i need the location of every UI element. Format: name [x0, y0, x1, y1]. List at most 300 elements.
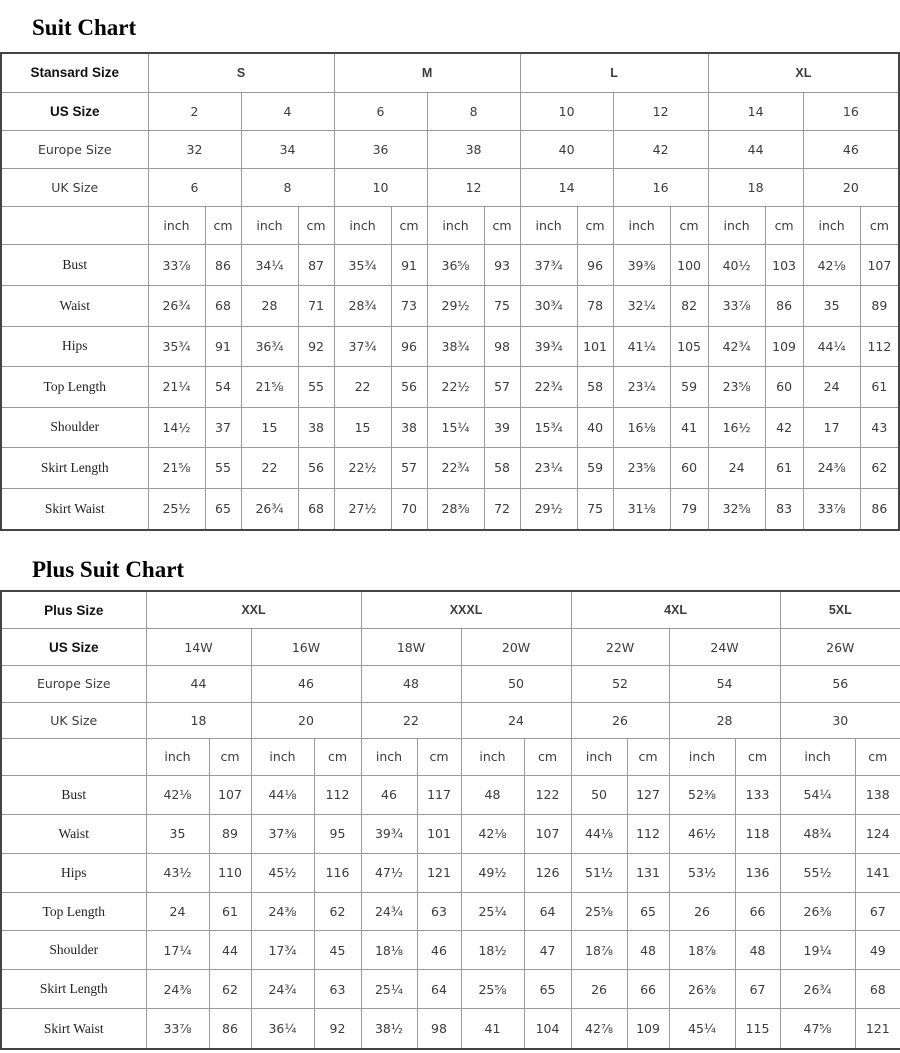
inch-value: 43½ — [146, 853, 209, 892]
inch-value: 53½ — [669, 853, 735, 892]
cm-value: 91 — [391, 245, 427, 286]
us-size-row-label: US Size — [1, 629, 146, 666]
inch-value: 44⅛ — [571, 814, 627, 853]
cm-value: 37 — [205, 407, 241, 448]
unit-row — [1, 739, 900, 776]
cm-value: 64 — [417, 970, 461, 1009]
inch-value: 32¼ — [613, 286, 670, 327]
cm-value: 63 — [417, 892, 461, 931]
cm-value: 91 — [205, 326, 241, 367]
cm-value: 73 — [391, 286, 427, 327]
cm-value: 101 — [417, 814, 461, 853]
inch-value: 21⅝ — [148, 448, 205, 489]
cm-value: 112 — [627, 814, 669, 853]
inch-value: 30¾ — [520, 286, 577, 327]
europe-size-row — [1, 131, 899, 169]
inch-value: 42⅛ — [146, 775, 209, 814]
inch-value: 24¾ — [251, 970, 314, 1009]
inch-value: 42¾ — [708, 326, 765, 367]
unit-inch: inch — [361, 739, 417, 776]
cm-value: 101 — [577, 326, 613, 367]
inch-value: 22½ — [334, 448, 391, 489]
cm-value: 70 — [391, 488, 427, 530]
unit-inch: inch — [708, 207, 765, 245]
size-4xl: 4XL — [571, 591, 780, 629]
cm-value: 45 — [314, 931, 361, 970]
cm-value: 105 — [670, 326, 708, 367]
measure-label-bust: Bust — [1, 245, 148, 286]
inch-value: 17 — [803, 407, 860, 448]
uk-size-value: 8 — [241, 169, 334, 207]
us-size-value: 24W — [669, 629, 780, 666]
cm-value: 82 — [670, 286, 708, 327]
unit-row-label — [1, 739, 146, 776]
cm-value: 121 — [855, 1009, 900, 1049]
us-size-value: 8 — [427, 92, 520, 130]
inch-value: 51½ — [571, 853, 627, 892]
inch-value: 42⅛ — [803, 245, 860, 286]
europe-size-value: 56 — [780, 665, 900, 702]
inch-value: 29½ — [520, 488, 577, 530]
suit-chart-title: Suit Chart — [32, 15, 137, 40]
us-size-value: 14W — [146, 629, 251, 666]
uk-size-value: 14 — [520, 169, 613, 207]
inch-value: 35¾ — [334, 245, 391, 286]
us-size-value: 10 — [520, 92, 613, 130]
inch-value: 22 — [241, 448, 298, 489]
inch-value: 18⅛ — [361, 931, 417, 970]
inch-value: 15 — [334, 407, 391, 448]
cm-value: 122 — [524, 775, 571, 814]
inch-value: 24⅜ — [803, 448, 860, 489]
inch-value: 25¼ — [461, 892, 524, 931]
cm-value: 136 — [735, 853, 780, 892]
cm-value: 118 — [735, 814, 780, 853]
cm-value: 68 — [855, 970, 900, 1009]
unit-cm: cm — [298, 207, 334, 245]
inch-value: 22¾ — [427, 448, 484, 489]
inch-value: 22 — [334, 367, 391, 408]
inch-value: 21¼ — [148, 367, 205, 408]
cm-value: 107 — [860, 245, 899, 286]
unit-inch: inch — [780, 739, 855, 776]
measure-label-skirt-waist: Skirt Waist — [1, 488, 148, 530]
cm-value: 67 — [735, 970, 780, 1009]
cm-value: 138 — [855, 775, 900, 814]
measure-label-top-length: Top Length — [1, 367, 148, 408]
cm-value: 92 — [298, 326, 334, 367]
cm-value: 61 — [765, 448, 803, 489]
inch-value: 28¾ — [334, 286, 391, 327]
uk-size-value: 18 — [146, 702, 251, 739]
inch-value: 18½ — [461, 931, 524, 970]
us-size-value: 12 — [613, 92, 708, 130]
inch-value: 37¾ — [520, 245, 577, 286]
measure-row-top-length — [1, 892, 900, 931]
inch-value: 36¾ — [241, 326, 298, 367]
uk-size-row-label: UK Size — [1, 702, 146, 739]
inch-value: 17¼ — [146, 931, 209, 970]
us-size-value: 20W — [461, 629, 571, 666]
us-size-row — [1, 92, 899, 130]
cm-value: 79 — [670, 488, 708, 530]
inch-value: 31⅛ — [613, 488, 670, 530]
inch-value: 25¼ — [361, 970, 417, 1009]
cm-value: 83 — [765, 488, 803, 530]
unit-cm: cm — [860, 207, 899, 245]
europe-size-value: 54 — [669, 665, 780, 702]
cm-value: 66 — [735, 892, 780, 931]
inch-value: 50 — [571, 775, 627, 814]
cm-value: 89 — [860, 286, 899, 327]
inch-value: 44¼ — [803, 326, 860, 367]
unit-inch: inch — [669, 739, 735, 776]
us-size-value: 14 — [708, 92, 803, 130]
inch-value: 35 — [803, 286, 860, 327]
measure-label-bust: Bust — [1, 775, 146, 814]
us-size-value: 22W — [571, 629, 669, 666]
inch-value: 16⅛ — [613, 407, 670, 448]
cm-value: 107 — [209, 775, 251, 814]
unit-inch: inch — [520, 207, 577, 245]
cm-value: 115 — [735, 1009, 780, 1049]
inch-value: 18⅞ — [669, 931, 735, 970]
europe-size-value: 50 — [461, 665, 571, 702]
us-size-value: 18W — [361, 629, 461, 666]
inch-value: 28 — [241, 286, 298, 327]
inch-value: 17¾ — [251, 931, 314, 970]
inch-value: 33⅞ — [148, 245, 205, 286]
inch-value: 24 — [146, 892, 209, 931]
cm-value: 133 — [735, 775, 780, 814]
unit-inch: inch — [146, 739, 209, 776]
cm-value: 68 — [298, 488, 334, 530]
measure-row-shoulder — [1, 407, 899, 448]
cm-value: 61 — [209, 892, 251, 931]
size-5xl: 5XL — [780, 591, 900, 629]
cm-value: 95 — [314, 814, 361, 853]
inch-value: 36⅝ — [427, 245, 484, 286]
cm-value: 49 — [855, 931, 900, 970]
inch-value: 22¾ — [520, 367, 577, 408]
cm-value: 60 — [765, 367, 803, 408]
measure-row-skirt-waist — [1, 1009, 900, 1049]
inch-value: 15¼ — [427, 407, 484, 448]
inch-value: 28⅜ — [427, 488, 484, 530]
unit-cm: cm — [314, 739, 361, 776]
inch-value: 32⅝ — [708, 488, 765, 530]
us-size-value: 2 — [148, 92, 241, 130]
measure-label-waist: Waist — [1, 814, 146, 853]
inch-value: 18⅞ — [571, 931, 627, 970]
inch-value: 48 — [461, 775, 524, 814]
cm-value: 68 — [205, 286, 241, 327]
inch-value: 45¼ — [669, 1009, 735, 1049]
unit-inch: inch — [461, 739, 524, 776]
cm-value: 127 — [627, 775, 669, 814]
cm-value: 44 — [209, 931, 251, 970]
us-size-value: 16 — [803, 92, 899, 130]
standard-size-row — [1, 591, 900, 629]
cm-value: 121 — [417, 853, 461, 892]
uk-size-value: 30 — [780, 702, 900, 739]
measure-row-skirt-waist — [1, 488, 899, 530]
uk-size-value: 24 — [461, 702, 571, 739]
size-row-label: Plus Size — [1, 591, 146, 629]
inch-value: 22½ — [427, 367, 484, 408]
us-size-value: 4 — [241, 92, 334, 130]
measure-row-bust — [1, 245, 899, 286]
inch-value: 27½ — [334, 488, 391, 530]
unit-cm: cm — [209, 739, 251, 776]
europe-size-value: 34 — [241, 131, 334, 169]
unit-inch: inch — [803, 207, 860, 245]
uk-size-row-label: UK Size — [1, 169, 148, 207]
plus-suit-chart-title: Plus Suit Chart — [32, 557, 185, 582]
inch-value: 25½ — [148, 488, 205, 530]
measure-row-skirt-length — [1, 970, 900, 1009]
plus-suit-chart-table — [0, 590, 900, 1050]
us-size-value: 26W — [780, 629, 900, 666]
cm-value: 78 — [577, 286, 613, 327]
inch-value: 26¾ — [148, 286, 205, 327]
measure-label-top-length: Top Length — [1, 892, 146, 931]
cm-value: 63 — [314, 970, 361, 1009]
unit-cm: cm — [577, 207, 613, 245]
cm-value: 86 — [205, 245, 241, 286]
europe-size-value: 48 — [361, 665, 461, 702]
cm-value: 41 — [670, 407, 708, 448]
unit-inch: inch — [334, 207, 391, 245]
uk-size-value: 18 — [708, 169, 803, 207]
cm-value: 38 — [298, 407, 334, 448]
inch-value: 36¼ — [251, 1009, 314, 1049]
uk-size-value: 22 — [361, 702, 461, 739]
unit-inch: inch — [241, 207, 298, 245]
measure-label-skirt-waist: Skirt Waist — [1, 1009, 146, 1049]
unit-cm: cm — [735, 739, 780, 776]
europe-size-value: 40 — [520, 131, 613, 169]
cm-value: 58 — [484, 448, 520, 489]
europe-size-value: 36 — [334, 131, 427, 169]
uk-size-value: 26 — [571, 702, 669, 739]
measure-row-hips — [1, 326, 899, 367]
inch-value: 41¼ — [613, 326, 670, 367]
cm-value: 47 — [524, 931, 571, 970]
cm-value: 109 — [627, 1009, 669, 1049]
inch-value: 23⅝ — [613, 448, 670, 489]
unit-inch: inch — [571, 739, 627, 776]
inch-value: 46½ — [669, 814, 735, 853]
uk-size-row — [1, 169, 899, 207]
inch-value: 45½ — [251, 853, 314, 892]
cm-value: 65 — [627, 892, 669, 931]
inch-value: 25⅝ — [571, 892, 627, 931]
cm-value: 141 — [855, 853, 900, 892]
cm-value: 93 — [484, 245, 520, 286]
inch-value: 26⅜ — [669, 970, 735, 1009]
europe-size-row — [1, 665, 900, 702]
cm-value: 59 — [670, 367, 708, 408]
unit-cm: cm — [670, 207, 708, 245]
cm-value: 38 — [391, 407, 427, 448]
size-xl: XL — [708, 53, 899, 92]
cm-value: 103 — [765, 245, 803, 286]
inch-value: 38¾ — [427, 326, 484, 367]
cm-value: 75 — [577, 488, 613, 530]
europe-size-value: 44 — [708, 131, 803, 169]
uk-size-value: 20 — [803, 169, 899, 207]
cm-value: 57 — [391, 448, 427, 489]
cm-value: 100 — [670, 245, 708, 286]
inch-value: 39⅜ — [613, 245, 670, 286]
unit-inch: inch — [251, 739, 314, 776]
inch-value: 16½ — [708, 407, 765, 448]
inch-value: 23⅝ — [708, 367, 765, 408]
unit-cm: cm — [391, 207, 427, 245]
cm-value: 62 — [860, 448, 899, 489]
inch-value: 25⅝ — [461, 970, 524, 1009]
cm-value: 112 — [314, 775, 361, 814]
cm-value: 98 — [417, 1009, 461, 1049]
measure-row-waist — [1, 286, 899, 327]
cm-value: 71 — [298, 286, 334, 327]
cm-value: 58 — [577, 367, 613, 408]
unit-cm: cm — [205, 207, 241, 245]
inch-value: 37⅜ — [251, 814, 314, 853]
inch-value: 46 — [361, 775, 417, 814]
standard-size-row — [1, 53, 899, 92]
inch-value: 47½ — [361, 853, 417, 892]
cm-value: 62 — [314, 892, 361, 931]
measure-label-waist: Waist — [1, 286, 148, 327]
unit-inch: inch — [427, 207, 484, 245]
measure-label-hips: Hips — [1, 853, 146, 892]
inch-value: 26 — [571, 970, 627, 1009]
inch-value: 26⅜ — [780, 892, 855, 931]
inch-value: 23¼ — [613, 367, 670, 408]
cm-value: 59 — [577, 448, 613, 489]
unit-cm: cm — [417, 739, 461, 776]
unit-cm: cm — [524, 739, 571, 776]
inch-value: 47⅝ — [780, 1009, 855, 1049]
uk-size-value: 12 — [427, 169, 520, 207]
cm-value: 89 — [209, 814, 251, 853]
inch-value: 33⅞ — [146, 1009, 209, 1049]
cm-value: 72 — [484, 488, 520, 530]
cm-value: 64 — [524, 892, 571, 931]
inch-value: 49½ — [461, 853, 524, 892]
cm-value: 110 — [209, 853, 251, 892]
inch-value: 29½ — [427, 286, 484, 327]
cm-value: 96 — [577, 245, 613, 286]
size-row-label: Stansard Size — [1, 53, 148, 92]
measure-row-top-length — [1, 367, 899, 408]
europe-size-value: 46 — [803, 131, 899, 169]
unit-inch: inch — [613, 207, 670, 245]
cm-value: 40 — [577, 407, 613, 448]
inch-value: 48¾ — [780, 814, 855, 853]
inch-value: 24⅜ — [251, 892, 314, 931]
uk-size-value: 6 — [148, 169, 241, 207]
cm-value: 86 — [860, 488, 899, 530]
inch-value: 23¼ — [520, 448, 577, 489]
us-size-value: 6 — [334, 92, 427, 130]
europe-size-value: 44 — [146, 665, 251, 702]
inch-value: 52⅜ — [669, 775, 735, 814]
europe-size-value: 42 — [613, 131, 708, 169]
cm-value: 98 — [484, 326, 520, 367]
cm-value: 65 — [524, 970, 571, 1009]
inch-value: 24⅜ — [146, 970, 209, 1009]
cm-value: 104 — [524, 1009, 571, 1049]
measure-row-shoulder — [1, 931, 900, 970]
inch-value: 26 — [669, 892, 735, 931]
inch-value: 34¼ — [241, 245, 298, 286]
inch-value: 42⅞ — [571, 1009, 627, 1049]
cm-value: 131 — [627, 853, 669, 892]
cm-value: 55 — [298, 367, 334, 408]
cm-value: 55 — [205, 448, 241, 489]
inch-value: 37¾ — [334, 326, 391, 367]
cm-value: 109 — [765, 326, 803, 367]
measure-label-skirt-length: Skirt Length — [1, 970, 146, 1009]
inch-value: 39¾ — [361, 814, 417, 853]
cm-value: 66 — [627, 970, 669, 1009]
inch-value: 26¾ — [780, 970, 855, 1009]
inch-value: 38½ — [361, 1009, 417, 1049]
cm-value: 117 — [417, 775, 461, 814]
inch-value: 40½ — [708, 245, 765, 286]
cm-value: 107 — [524, 814, 571, 853]
measure-label-skirt-length: Skirt Length — [1, 448, 148, 489]
suit-chart-table — [0, 52, 900, 531]
size-m: M — [334, 53, 520, 92]
cm-value: 67 — [855, 892, 900, 931]
cm-value: 39 — [484, 407, 520, 448]
cm-value: 126 — [524, 853, 571, 892]
inch-value: 35 — [146, 814, 209, 853]
cm-value: 92 — [314, 1009, 361, 1049]
inch-value: 44⅛ — [251, 775, 314, 814]
europe-size-row-label: Europe Size — [1, 665, 146, 702]
unit-inch: inch — [148, 207, 205, 245]
cm-value: 57 — [484, 367, 520, 408]
inch-value: 21⅝ — [241, 367, 298, 408]
cm-value: 43 — [860, 407, 899, 448]
uk-size-value: 16 — [613, 169, 708, 207]
cm-value: 86 — [209, 1009, 251, 1049]
measure-row-hips — [1, 853, 900, 892]
inch-value: 14½ — [148, 407, 205, 448]
unit-cm: cm — [855, 739, 900, 776]
us-size-row — [1, 629, 900, 666]
cm-value: 56 — [298, 448, 334, 489]
europe-size-value: 46 — [251, 665, 361, 702]
uk-size-value: 10 — [334, 169, 427, 207]
us-size-row-label: US Size — [1, 92, 148, 130]
cm-value: 65 — [205, 488, 241, 530]
cm-value: 61 — [860, 367, 899, 408]
uk-size-value: 20 — [251, 702, 361, 739]
inch-value: 24 — [803, 367, 860, 408]
inch-value: 42⅛ — [461, 814, 524, 853]
measure-row-bust — [1, 775, 900, 814]
inch-value: 33⅞ — [803, 488, 860, 530]
europe-size-row-label: Europe Size — [1, 131, 148, 169]
size-s: S — [148, 53, 334, 92]
cm-value: 46 — [417, 931, 461, 970]
